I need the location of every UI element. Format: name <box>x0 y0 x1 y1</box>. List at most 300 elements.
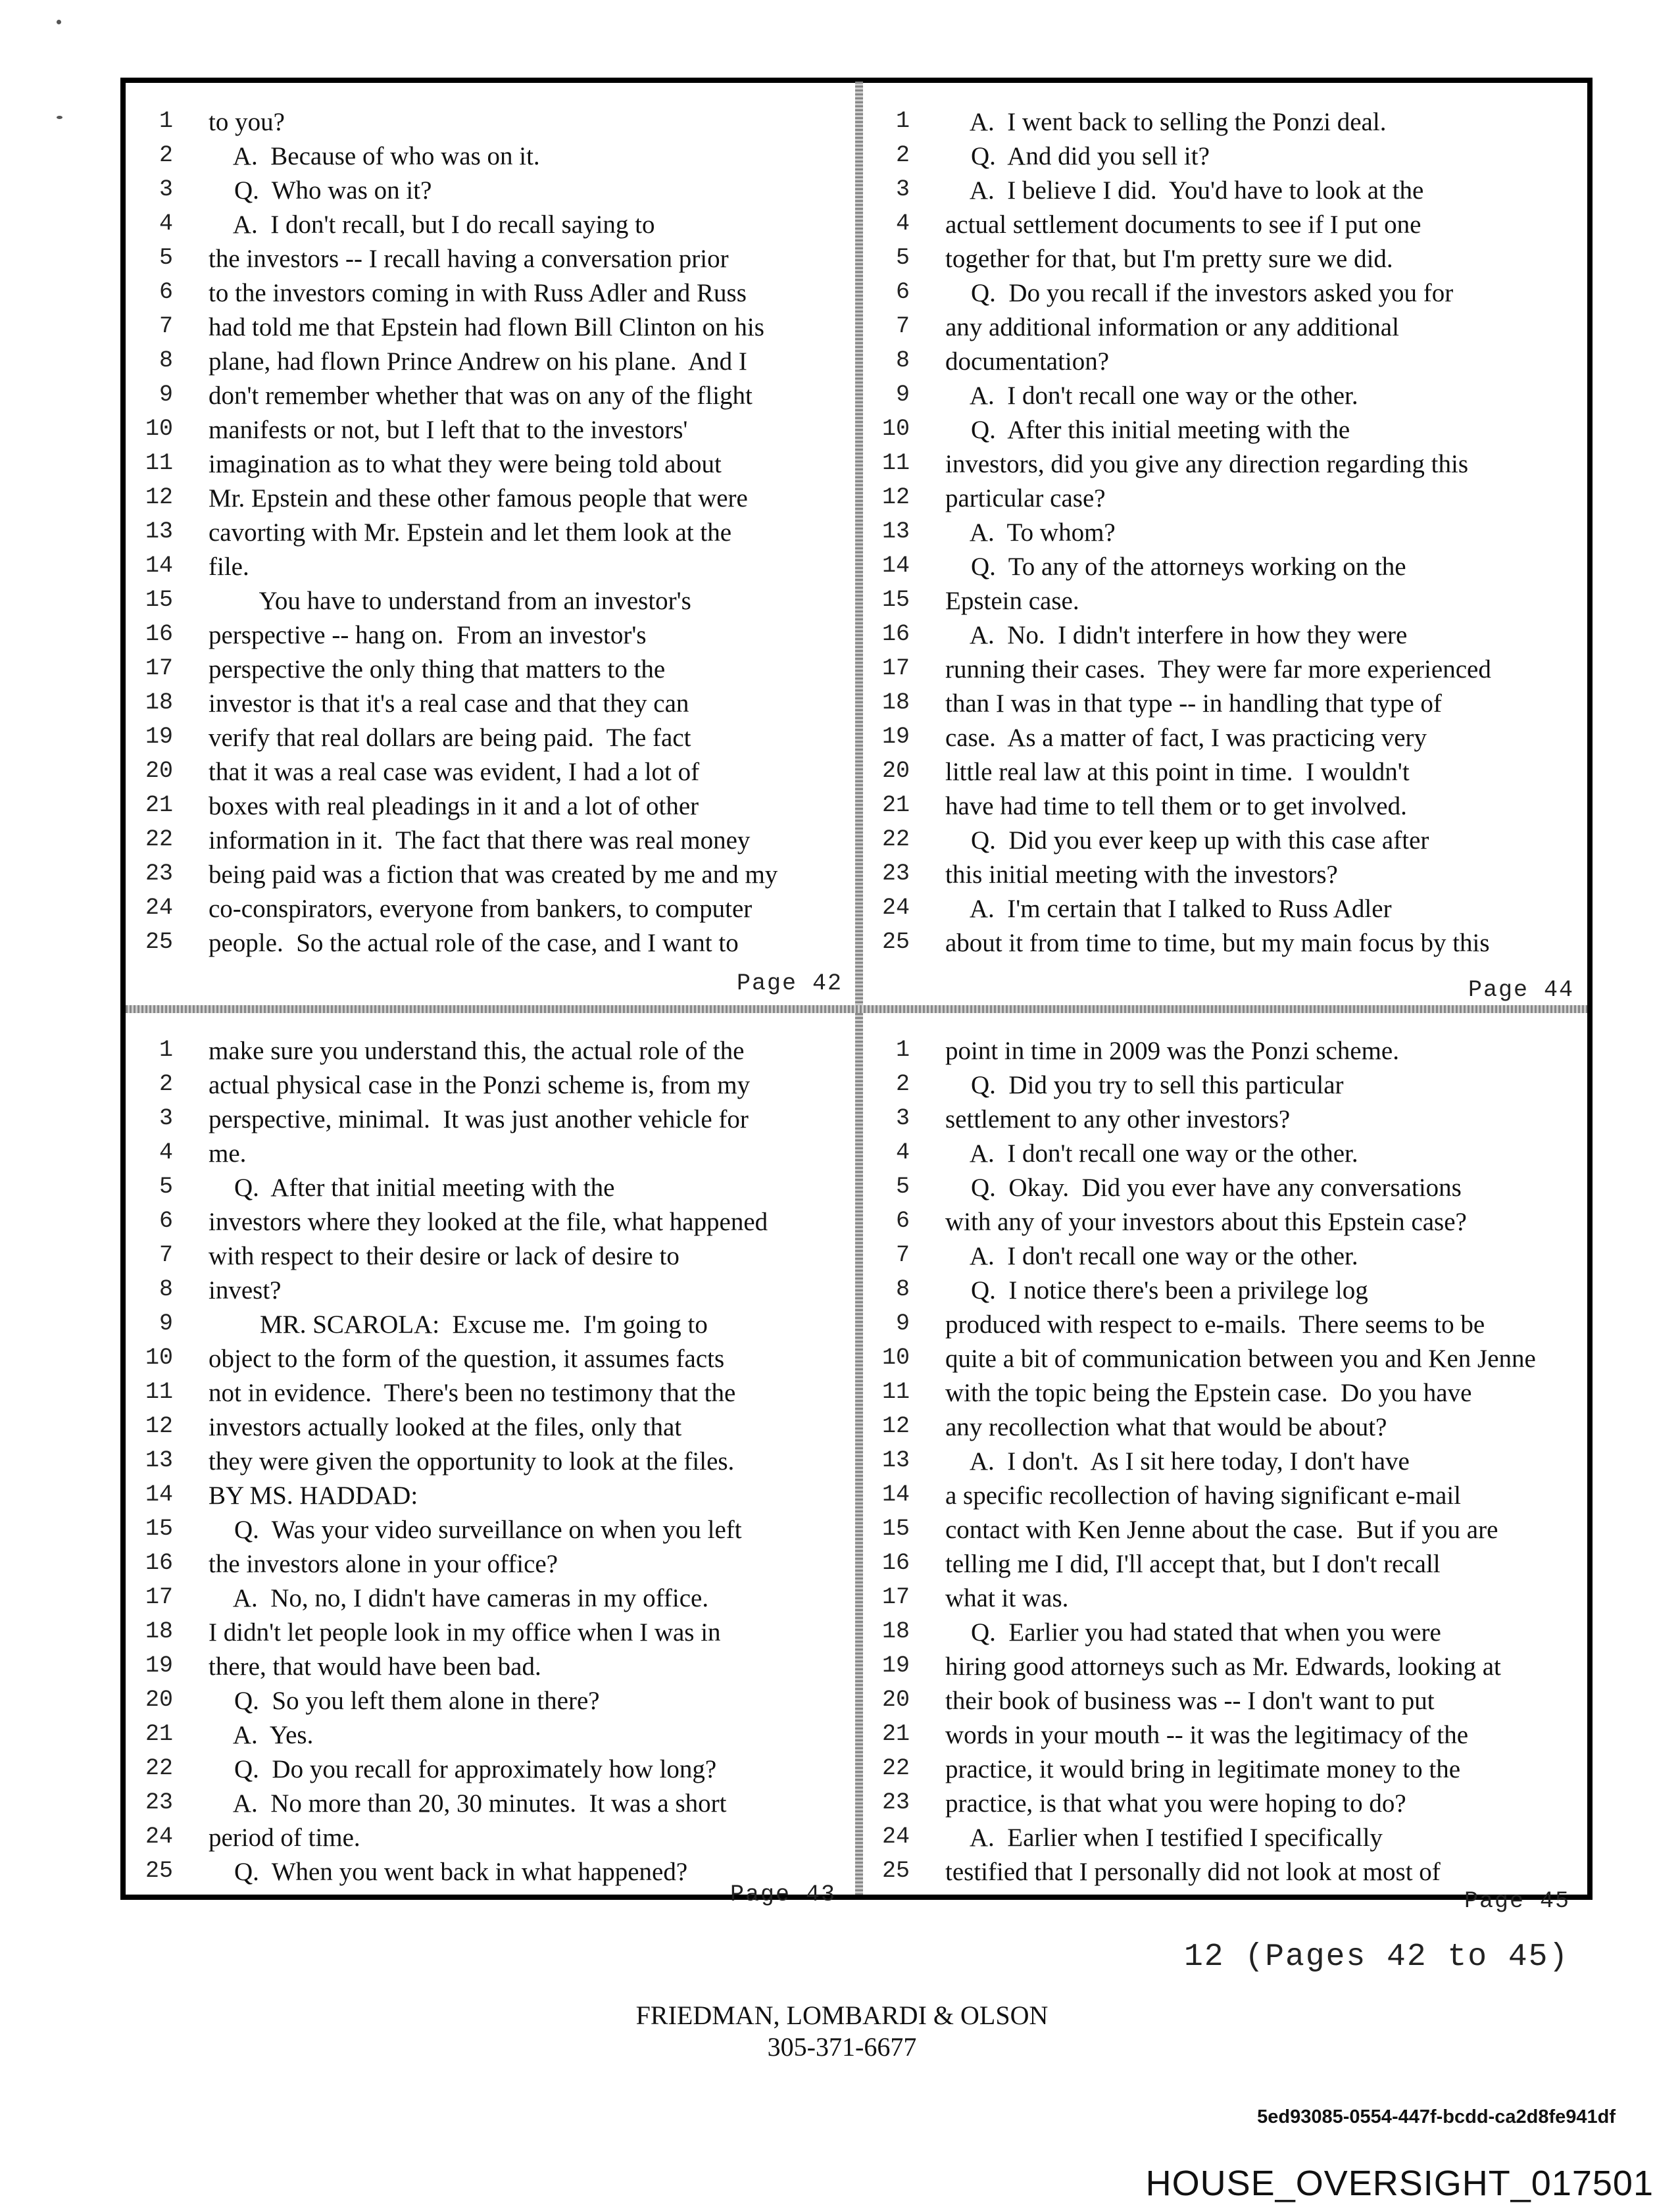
transcript-line <box>128 721 852 755</box>
line-text: don't remember whether that was on any of the flight <box>209 382 753 410</box>
line-text: A. No. I didn't interfere in how they were <box>945 621 1408 649</box>
transcript-line <box>865 1752 1589 1787</box>
line-number: 13 <box>145 518 173 545</box>
document-hash: 5ed93085-0554-447f-bcdd-ca2d8fe941df <box>1257 2106 1616 2127</box>
transcript-line <box>128 516 852 550</box>
transcript-line <box>865 208 1589 242</box>
line-number: 1 <box>895 1037 910 1063</box>
transcript-line <box>128 1718 852 1752</box>
line-text: BY MS. HADDAD: <box>209 1481 418 1510</box>
line-text: a specific recollection of having significant e-mail <box>945 1481 1462 1510</box>
line-text: there, that would have been bad. <box>209 1652 541 1681</box>
line-text: settlement to any other investors? <box>945 1105 1291 1133</box>
transcript-line <box>865 1513 1589 1547</box>
transcript-line <box>128 926 852 960</box>
transcript-line <box>128 311 852 345</box>
line-text: A. I don't recall one way or the other. <box>945 1139 1358 1168</box>
line-number: 17 <box>881 655 910 682</box>
transcript-line <box>865 242 1589 276</box>
line-number: 12 <box>881 484 910 510</box>
line-number: 23 <box>881 860 910 887</box>
line-text: the investors -- I recall having a conversation prior <box>209 245 729 273</box>
line-number: 11 <box>881 450 910 476</box>
transcript-line <box>865 1855 1589 1889</box>
transcript-line <box>128 1103 852 1137</box>
transcript-line <box>865 1068 1589 1103</box>
transcript-line <box>865 1376 1589 1410</box>
line-text: investors where they looked at the file, what happened <box>209 1208 768 1236</box>
transcript-line <box>865 618 1589 653</box>
line-text: imagination as to what they were being told about <box>209 450 722 478</box>
transcript-line <box>865 1684 1589 1718</box>
line-text: I didn't let people look in my office when I was in <box>209 1618 721 1647</box>
line-text: about it from time to time, but my main focus by this <box>945 929 1490 957</box>
transcript-line <box>128 1787 852 1821</box>
line-text: Q. After that initial meeting with the <box>209 1174 615 1202</box>
transcript-line <box>128 379 852 413</box>
transcript-line <box>128 1308 852 1342</box>
transcript-line <box>865 824 1589 858</box>
transcript-line <box>128 413 852 447</box>
transcript-line <box>128 208 852 242</box>
line-text: perspective, minimal. It was just another vehicle for <box>209 1105 749 1133</box>
line-number: 10 <box>881 416 910 442</box>
line-text: had told me that Epstein had flown Bill Clinton on his <box>209 313 764 341</box>
transcript-line <box>865 379 1589 413</box>
line-number: 20 <box>881 1687 910 1713</box>
line-text: any recollection what that would be about? <box>945 1413 1387 1441</box>
transcript-line <box>128 584 852 618</box>
line-number: 3 <box>159 1105 173 1131</box>
line-text: A. I went back to selling the Ponzi deal. <box>945 108 1387 136</box>
transcript-line <box>865 789 1589 824</box>
transcript-line <box>865 926 1589 960</box>
transcript-line <box>865 721 1589 755</box>
line-number: 8 <box>159 347 173 374</box>
line-number: 21 <box>881 792 910 818</box>
line-number: 9 <box>159 382 173 408</box>
line-number: 18 <box>145 1618 173 1645</box>
row-divider <box>126 1005 1587 1013</box>
line-text: invest? <box>209 1276 282 1304</box>
line-text: Q. Was your video surveillance on when you left <box>209 1516 742 1544</box>
transcript-line <box>865 1171 1589 1205</box>
transcript-line <box>128 139 852 174</box>
line-number: 16 <box>145 621 173 647</box>
line-number: 14 <box>145 1481 173 1508</box>
line-number: 11 <box>145 1379 173 1405</box>
line-text: investors actually looked at the files, only that <box>209 1413 682 1441</box>
line-number: 1 <box>159 108 173 134</box>
transcript-line <box>865 1650 1589 1684</box>
line-number: 11 <box>881 1379 910 1405</box>
transcript-line <box>128 1479 852 1513</box>
line-text: A. Yes. <box>209 1721 314 1749</box>
line-number: 21 <box>145 792 173 818</box>
transcript-line <box>865 174 1589 208</box>
line-number: 15 <box>881 1516 910 1542</box>
line-text: to the investors coming in with Russ Adler and Russ <box>209 279 747 307</box>
line-number: 6 <box>895 279 910 305</box>
transcript-line <box>865 1342 1589 1376</box>
line-text: being paid was a fiction that was created by me and my <box>209 860 778 889</box>
line-text: manifests or not, but I left that to the investors' <box>209 416 688 444</box>
transcript-line <box>128 447 852 482</box>
line-number: 23 <box>145 860 173 887</box>
line-text: object to the form of the question, it assumes facts <box>209 1345 725 1373</box>
transcript-line <box>865 653 1589 687</box>
line-number: 15 <box>881 587 910 613</box>
line-number: 25 <box>145 929 173 955</box>
line-text: You have to understand from an investor's <box>209 587 691 615</box>
transcript-line <box>128 1752 852 1787</box>
line-number: 3 <box>159 176 173 203</box>
transcript-line <box>128 1137 852 1171</box>
transcript-line <box>865 276 1589 311</box>
line-text: point in time in 2009 was the Ponzi scheme. <box>945 1037 1399 1065</box>
line-text: with any of your investors about this Epstein case? <box>945 1208 1467 1236</box>
line-text: plane, had flown Prince Andrew on his plane. And I <box>209 347 747 376</box>
line-text: Q. Did you try to sell this particular <box>945 1071 1344 1099</box>
line-text: than I was in that type -- in handling that type of <box>945 689 1442 718</box>
line-number: 5 <box>895 245 910 271</box>
transcript-line <box>865 413 1589 447</box>
transcript-line <box>128 1410 852 1445</box>
transcript-line <box>865 584 1589 618</box>
line-number: 22 <box>881 826 910 853</box>
court-reporter-firm <box>513 2000 1171 2063</box>
line-text: A. I believe I did. You'd have to look at the <box>945 176 1424 205</box>
transcript-line <box>128 1616 852 1650</box>
transcript-line <box>865 1616 1589 1650</box>
line-text: A. I don't recall one way or the other. <box>945 1242 1358 1270</box>
line-number: 7 <box>159 1242 173 1268</box>
line-number: 19 <box>881 1652 910 1679</box>
line-number: 16 <box>881 1550 910 1576</box>
transcript-line <box>865 447 1589 482</box>
page-label: Page 44 <box>1468 977 1575 1003</box>
line-text: Q. To any of the attorneys working on the <box>945 553 1406 581</box>
scan-speck <box>57 20 61 24</box>
line-text: little real law at this point in time. I wouldn't <box>945 758 1410 786</box>
transcript-line <box>865 1205 1589 1239</box>
line-number: 14 <box>145 553 173 579</box>
line-text: Q. Do you recall if the investors asked you for <box>945 279 1454 307</box>
line-text: telling me I did, I'll accept that, but I don't recall <box>945 1550 1441 1578</box>
transcript-line <box>128 1239 852 1274</box>
line-number: 1 <box>159 1037 173 1063</box>
transcript-line <box>128 550 852 584</box>
transcript-line <box>865 1787 1589 1821</box>
line-text: case. As a matter of fact, I was practicing very <box>945 724 1427 752</box>
page-42-quadrant <box>128 105 852 987</box>
line-number: 9 <box>159 1310 173 1337</box>
transcript-line <box>865 1479 1589 1513</box>
line-number: 12 <box>145 484 173 510</box>
line-number: 25 <box>145 1858 173 1884</box>
line-text: what it was. <box>945 1584 1069 1612</box>
firm-phone: 305-371-6677 <box>767 2032 917 2062</box>
line-number: 6 <box>159 1208 173 1234</box>
transcript-line <box>128 1684 852 1718</box>
line-text: A. No more than 20, 30 minutes. It was a short <box>209 1789 727 1818</box>
line-text: file. <box>209 553 249 581</box>
transcript-line <box>128 482 852 516</box>
line-number: 19 <box>145 724 173 750</box>
line-text: A. I'm certain that I talked to Russ Adler <box>945 895 1392 923</box>
line-number: 17 <box>145 655 173 682</box>
line-text: Mr. Epstein and these other famous people that were <box>209 484 748 512</box>
line-text: with respect to their desire or lack of desire to <box>209 1242 679 1270</box>
line-number: 2 <box>159 142 173 168</box>
line-text: Q. I notice there's been a privilege log <box>945 1276 1368 1304</box>
transcript-line <box>128 1342 852 1376</box>
line-number: 15 <box>145 587 173 613</box>
transcript-line <box>865 550 1589 584</box>
line-text: Q. So you left them alone in there? <box>209 1687 600 1715</box>
bates-number: HOUSE_OVERSIGHT_017501 <box>1145 2164 1654 2203</box>
line-number: 12 <box>145 1413 173 1439</box>
line-number: 19 <box>145 1652 173 1679</box>
page-label: Page 42 <box>737 970 843 997</box>
line-number: 10 <box>881 1345 910 1371</box>
transcript-line <box>865 1581 1589 1616</box>
line-text: Q. And did you sell it? <box>945 142 1210 170</box>
transcript-line <box>865 755 1589 789</box>
line-text: investors, did you give any direction regarding this <box>945 450 1469 478</box>
line-number: 18 <box>881 1618 910 1645</box>
transcript-line <box>128 1581 852 1616</box>
transcript-line <box>865 105 1589 139</box>
line-text: boxes with real pleadings in it and a lot of other <box>209 792 699 820</box>
transcript-line <box>865 1308 1589 1342</box>
transcript-line <box>865 1274 1589 1308</box>
line-text: the investors alone in your office? <box>209 1550 558 1578</box>
line-number: 20 <box>881 758 910 784</box>
line-text: information in it. The fact that there was real money <box>209 826 751 855</box>
line-number: 5 <box>159 1174 173 1200</box>
line-number: 20 <box>145 758 173 784</box>
line-number: 7 <box>895 313 910 339</box>
transcript-line <box>128 755 852 789</box>
line-text: that it was a real case was evident, I had a lot of <box>209 758 700 786</box>
line-number: 12 <box>881 1413 910 1439</box>
line-number: 10 <box>145 416 173 442</box>
line-number: 24 <box>881 1824 910 1850</box>
line-number: 2 <box>159 1071 173 1097</box>
line-text: particular case? <box>945 484 1106 512</box>
transcript-line <box>128 1445 852 1479</box>
transcript-line <box>128 1171 852 1205</box>
transcript-line <box>865 1103 1589 1137</box>
line-text: running their cases. They were far more experienced <box>945 655 1491 683</box>
transcript-line <box>128 1547 852 1581</box>
line-number: 18 <box>145 689 173 716</box>
page-45-quadrant <box>865 1034 1589 1916</box>
line-number: 4 <box>159 1139 173 1166</box>
transcript-line <box>865 139 1589 174</box>
line-text: have had time to tell them or to get involved. <box>945 792 1407 820</box>
line-text: Q. Earlier you had stated that when you were <box>945 1618 1441 1647</box>
transcript-line <box>128 824 852 858</box>
line-text: together for that, but I'm pretty sure we did. <box>945 245 1393 273</box>
transcript-line <box>128 1513 852 1547</box>
line-number: 14 <box>881 553 910 579</box>
transcript-line <box>128 345 852 379</box>
line-text: practice, it would bring in legitimate money to the <box>945 1755 1461 1783</box>
transcript-line <box>128 687 852 721</box>
transcript-line <box>128 858 852 892</box>
line-text: not in evidence. There's been no testimony that the <box>209 1379 736 1407</box>
transcript-line <box>128 1274 852 1308</box>
line-text: contact with Ken Jenne about the case. But if you are <box>945 1516 1498 1544</box>
line-text: Q. When you went back in what happened? <box>209 1858 688 1886</box>
line-number: 3 <box>895 176 910 203</box>
line-number: 8 <box>159 1276 173 1303</box>
transcript-line <box>128 174 852 208</box>
transcript-line <box>865 1137 1589 1171</box>
line-text: documentation? <box>945 347 1110 376</box>
transcript-line <box>865 1821 1589 1855</box>
line-number: 25 <box>881 1858 910 1884</box>
transcript-line <box>128 1034 852 1068</box>
transcript-line <box>128 1068 852 1103</box>
line-text: verify that real dollars are being paid. The fact <box>209 724 691 752</box>
line-number: 18 <box>881 689 910 716</box>
line-number: 21 <box>145 1721 173 1747</box>
transcript-line <box>128 618 852 653</box>
line-number: 2 <box>895 142 910 168</box>
line-text: this initial meeting with the investors? <box>945 860 1338 889</box>
line-text: MR. SCAROLA: Excuse me. I'm going to <box>209 1310 708 1339</box>
line-number: 5 <box>159 245 173 271</box>
line-number: 19 <box>881 724 910 750</box>
transcript-line <box>865 858 1589 892</box>
line-text: they were given the opportunity to look at the files. <box>209 1447 735 1476</box>
line-number: 13 <box>881 518 910 545</box>
transcript-line <box>128 789 852 824</box>
line-number: 6 <box>895 1208 910 1234</box>
line-number: 24 <box>881 895 910 921</box>
page-range-summary: 12 (Pages 42 to 45) <box>1184 1939 1569 1975</box>
line-number: 23 <box>145 1789 173 1816</box>
scan-speck <box>57 116 62 119</box>
transcript-line <box>128 276 852 311</box>
line-text: actual physical case in the Ponzi scheme is, from my <box>209 1071 751 1099</box>
transcript-line <box>865 892 1589 926</box>
line-number: 9 <box>895 1310 910 1337</box>
transcript-line <box>865 482 1589 516</box>
firm-name: FRIEDMAN, LOMBARDI & OLSON <box>635 2000 1049 2030</box>
line-text: hiring good attorneys such as Mr. Edwards, looking at <box>945 1652 1501 1681</box>
line-text: Q. Who was on it? <box>209 176 432 205</box>
transcript-line <box>865 1547 1589 1581</box>
line-number: 24 <box>145 1824 173 1850</box>
transcript-line <box>128 653 852 687</box>
line-number: 22 <box>145 826 173 853</box>
line-text: quite a bit of communication between you and Ken Jenne <box>945 1345 1536 1373</box>
line-text: cavorting with Mr. Epstein and let them look at the <box>209 518 732 547</box>
line-text: make sure you understand this, the actual role of the <box>209 1037 745 1065</box>
transcript-line <box>865 345 1589 379</box>
line-number: 21 <box>881 1721 910 1747</box>
line-number: 13 <box>881 1447 910 1474</box>
transcript-line <box>128 1376 852 1410</box>
transcript-line <box>865 1034 1589 1068</box>
page-43-quadrant <box>128 1034 852 1916</box>
line-number: 11 <box>145 450 173 476</box>
line-text: any additional information or any additional <box>945 313 1399 341</box>
line-text: A. Earlier when I testified I specifically <box>945 1824 1383 1852</box>
line-number: 7 <box>159 313 173 339</box>
line-number: 17 <box>881 1584 910 1610</box>
line-number: 22 <box>881 1755 910 1781</box>
column-divider <box>855 82 863 1895</box>
line-text: A. Because of who was on it. <box>209 142 540 170</box>
line-number: 10 <box>145 1345 173 1371</box>
line-number: 8 <box>895 347 910 374</box>
line-number: 9 <box>895 382 910 408</box>
transcript-line <box>865 1410 1589 1445</box>
transcript-line <box>128 1821 852 1855</box>
line-text: produced with respect to e-mails. There seems to be <box>945 1310 1485 1339</box>
line-text: actual settlement documents to see if I put one <box>945 211 1421 239</box>
line-number: 22 <box>145 1755 173 1781</box>
line-number: 17 <box>145 1584 173 1610</box>
line-number: 5 <box>895 1174 910 1200</box>
line-text: A. I don't recall, but I do recall saying to <box>209 211 655 239</box>
line-number: 3 <box>895 1105 910 1131</box>
transcript-line <box>128 892 852 926</box>
transcript-line <box>865 311 1589 345</box>
transcript-line <box>865 1239 1589 1274</box>
line-text: period of time. <box>209 1824 360 1852</box>
line-text: people. So the actual role of the case, and I want to <box>209 929 739 957</box>
line-text: perspective -- hang on. From an investor's <box>209 621 647 649</box>
line-text: to you? <box>209 108 285 136</box>
transcript-line <box>865 687 1589 721</box>
line-text: A. I don't. As I sit here today, I don't have <box>945 1447 1410 1476</box>
line-text: investor is that it's a real case and that they can <box>209 689 689 718</box>
line-number: 6 <box>159 279 173 305</box>
transcript-line <box>128 1205 852 1239</box>
line-number: 7 <box>895 1242 910 1268</box>
line-number: 15 <box>145 1516 173 1542</box>
line-number: 23 <box>881 1789 910 1816</box>
line-number: 24 <box>145 895 173 921</box>
transcript-line <box>128 105 852 139</box>
line-text: words in your mouth -- it was the legitimacy of the <box>945 1721 1469 1749</box>
line-number: 16 <box>881 621 910 647</box>
line-text: Q. After this initial meeting with the <box>945 416 1350 444</box>
transcript-line <box>128 1650 852 1684</box>
line-number: 2 <box>895 1071 910 1097</box>
transcript-line <box>865 1718 1589 1752</box>
line-text: Q. Did you ever keep up with this case after <box>945 826 1429 855</box>
page-label: Page 43 <box>730 1881 837 1908</box>
line-text: perspective the only thing that matters to the <box>209 655 666 683</box>
line-text: with the topic being the Epstein case. Do you have <box>945 1379 1472 1407</box>
line-number: 1 <box>895 108 910 134</box>
line-number: 14 <box>881 1481 910 1508</box>
line-text: Q. Do you recall for approximately how long? <box>209 1755 717 1783</box>
transcript-line <box>865 1445 1589 1479</box>
line-text: their book of business was -- I don't want to put <box>945 1687 1435 1715</box>
page-44-quadrant <box>865 105 1589 987</box>
transcript-line <box>865 516 1589 550</box>
line-text: co-conspirators, everyone from bankers, to computer <box>209 895 753 923</box>
line-number: 20 <box>145 1687 173 1713</box>
